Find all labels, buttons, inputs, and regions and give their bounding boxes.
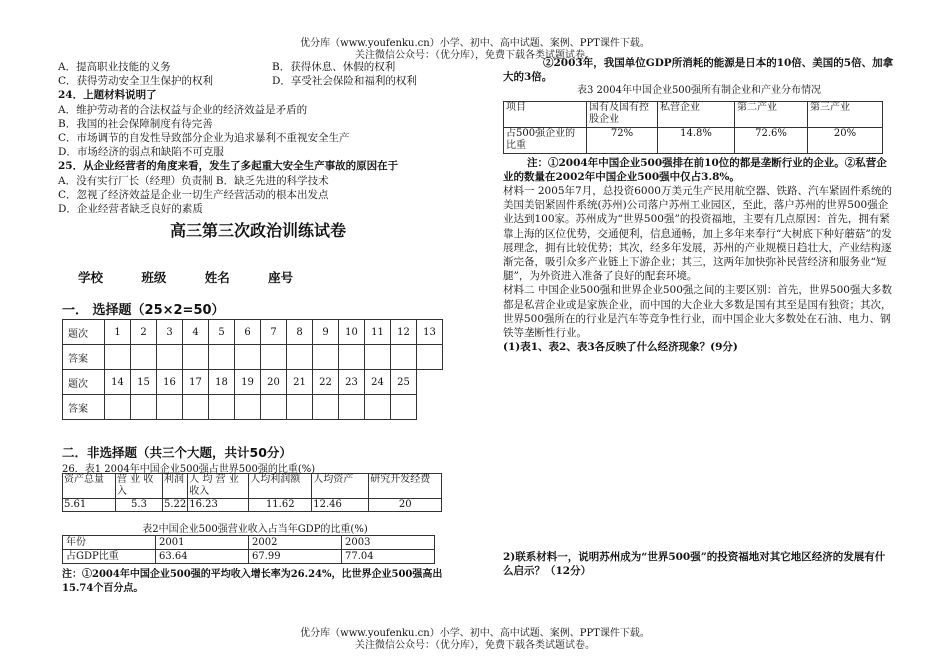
- table-1-value: 5.22: [164, 499, 187, 510]
- q-num: 5: [209, 320, 235, 345]
- q25-option-c: C．忽视了经济效益是企业一切生产经营活动的根本出发点: [58, 188, 329, 201]
- q-num: 7: [261, 320, 287, 345]
- table-1-caption: 26．表1 2004年中国企业500强占世界500强的比重(%): [62, 464, 316, 475]
- q-num: 3: [157, 320, 183, 345]
- row-label-answer: 答案: [63, 345, 105, 370]
- table-1-header: 人均利润额: [249, 474, 312, 499]
- table-2-cell: 2002: [249, 536, 342, 550]
- table-3-value: 14.8%: [658, 127, 735, 153]
- answer-cell[interactable]: [417, 345, 443, 370]
- answer-cell[interactable]: [339, 345, 365, 370]
- q-num: 17: [183, 370, 209, 395]
- table-3-header: 私营企业: [658, 101, 735, 127]
- options-row-ab: [58, 60, 458, 74]
- answer-cell[interactable]: [157, 345, 183, 370]
- answer-grid-number-row-2: [63, 370, 443, 395]
- material-1: 材料一 2005年7月，总投资6000万美元生产民用航空器、铁路、汽车紧固件系统的美国美铝紧固件系统(苏州)公司落户苏州工业园区，至此，落户苏州的世界500强企业达到100家。苏州成为“世界500强”的投资福地，主要有几点原因：首先，拥有紧靠上海的区位优势，交通便利，信息通畅，加上多年来奉行“大树底下种好蘑菇”的发展理念，拥有比较优势；其次，经多年发展，苏州的产业规模日趋壮大，产业结构逐渐完备，吸引众多产业链上下游企业；其三，这两年加快弥补民营经济和服务业“短腿”，为外资进入准备了良好的配套环境。: [503, 185, 892, 283]
- table-3-header: 国有及国有控股企业: [587, 101, 658, 127]
- q-num: 4: [183, 320, 209, 345]
- table-1-header: 研究开发经费: [369, 474, 442, 499]
- table-3-caption: 表3 2004年中国企业500强所有制企业和产业分布情况: [576, 85, 822, 97]
- table-2-cell: 占GDP比重: [63, 550, 156, 564]
- answer-cell[interactable]: [105, 345, 131, 370]
- q-num: 21: [287, 370, 313, 395]
- q-num: 15: [131, 370, 157, 395]
- q-num: 25: [391, 370, 417, 395]
- section-1-heading: 一． 选择题（25×2=50）: [62, 303, 225, 318]
- table-3: [503, 101, 883, 154]
- answer-cell[interactable]: [131, 395, 157, 420]
- option-d: D．享受社会保险和福利的权利: [272, 75, 417, 88]
- header-line-1: 优分库（www.youfenku.cn）小学、初中、高中试题、案例、PPT课件下载。: [300, 38, 650, 49]
- answer-cell[interactable]: [365, 395, 391, 420]
- table-2-cell: 63.64: [156, 550, 249, 564]
- row-label-question: 题次: [63, 370, 105, 395]
- table-3-header: 第三产业: [808, 101, 883, 127]
- footer-line-1: 优分库（www.youfenku.cn）小学、初中、高中试题、案例、PPT课件下载。: [300, 628, 650, 639]
- table-2: [62, 535, 435, 564]
- page-footer: [0, 628, 950, 652]
- option-c: C．获得劳动安全卫生保护的权利: [58, 75, 214, 88]
- table-1-header: 人 均 营 业 收入: [188, 474, 249, 499]
- q-num: 2: [131, 320, 157, 345]
- table-1-header: 营 业 收入: [116, 474, 163, 499]
- header-line-2: 关注微信公众号：（优分库），免费下载各类试题试卷。: [355, 50, 595, 61]
- table-1-header: 资产总量: [63, 474, 116, 499]
- answer-cell[interactable]: [235, 395, 261, 420]
- exam-title: 高三第三次政治训练试卷: [169, 221, 346, 240]
- answer-cell[interactable]: [261, 395, 287, 420]
- section-2-heading: 二．非选择题（共三个大题，共计50分）: [62, 445, 292, 460]
- q-num: 11: [365, 320, 391, 345]
- q-num: 1: [105, 320, 131, 345]
- table-3-value-row: [504, 127, 883, 153]
- answer-cell[interactable]: [105, 395, 131, 420]
- answer-cell[interactable]: [339, 395, 365, 420]
- student-info-line: [78, 268, 327, 286]
- q-num: 12: [391, 320, 417, 345]
- answer-grid-answer-row-1: [63, 345, 443, 370]
- q-num: 19: [235, 370, 261, 395]
- options-row-cd: [58, 74, 458, 88]
- q-num: 18: [209, 370, 235, 395]
- q-num: 24: [365, 370, 391, 395]
- q24-option-a: A．维护劳动者的合法权益与企业的经济效益是矛盾的: [58, 103, 308, 116]
- q-num: 13: [417, 320, 443, 345]
- answer-cell[interactable]: [209, 395, 235, 420]
- answer-cell[interactable]: [313, 395, 339, 420]
- material-2: 材料二 中国企业500强和世界企业500强之间的主要区别：首先，世界500强大多数都是私营企业或是家族企业，而中国的大企业大多数是国有其至是国有独资；其次，世界500强所在的行业是汽车等竞争性行业，而中国企业大多数处在石油、电力、钢铁等垄断性行业。: [503, 284, 892, 340]
- q-num: 6: [235, 320, 261, 345]
- answer-cell[interactable]: [235, 345, 261, 370]
- table-1-value-row: [63, 499, 442, 512]
- table-3-header: 项目: [504, 101, 587, 127]
- q-num: 16: [157, 370, 183, 395]
- answer-cell[interactable]: [287, 395, 313, 420]
- table-2-cell: 67.99: [249, 550, 342, 564]
- q-num: 23: [339, 370, 365, 395]
- q-num: 8: [287, 320, 313, 345]
- right-column: [503, 56, 895, 354]
- seat-label: 座号: [268, 270, 294, 285]
- q24-option-d: D．市场经济的弱点和缺陷不可克服: [58, 146, 224, 159]
- table-3-value: 20%: [808, 127, 883, 153]
- answer-cell[interactable]: [261, 345, 287, 370]
- question-26-2: 2)联系材料一，说明苏州成为“世界500强”的投资福地对其它地区经济的发展有什么启示？（12分）: [503, 551, 886, 577]
- table-1-value: 20: [369, 499, 442, 512]
- option-a: A．提高职业技能的义务: [58, 61, 171, 73]
- q25-option-ab: A．没有实行厂长（经理）负责制 B．缺乏先进的科学技术: [58, 174, 329, 187]
- q-num: 20: [261, 370, 287, 395]
- table-2-cell: 2003: [342, 536, 435, 550]
- answer-cell[interactable]: [391, 345, 417, 370]
- table-2-cell: 年份: [63, 536, 156, 550]
- question-25: 25．从企业经营者的角度来看，发生了多起重大安全生产事故的原因在于: [58, 160, 399, 173]
- answer-cell[interactable]: [365, 345, 391, 370]
- table-3-value: 占500强企业的比重: [504, 127, 587, 153]
- answer-cell[interactable]: [157, 395, 183, 420]
- note-1: 注：①2004年中国企业500强的平均收入增长率为26.24%，比世界企业500强高出15.74个百分点。: [62, 569, 443, 594]
- name-label: 姓名: [204, 270, 230, 285]
- table-1-value: 16.23: [188, 499, 249, 512]
- q-num: 9: [313, 320, 339, 345]
- table-1: [62, 473, 442, 512]
- q24-option-b: B．我国的社会保障制度有待完善: [58, 117, 213, 130]
- table-1-header: 人均资产: [312, 474, 369, 499]
- answer-cell[interactable]: [183, 395, 209, 420]
- table-1-value: 12.46: [312, 499, 369, 512]
- table-3-value: 72.6%: [735, 127, 808, 153]
- class-label: 班级: [141, 270, 167, 285]
- table-1-value: 5.3: [116, 499, 163, 512]
- question-24: 24．上题材料说明了: [58, 89, 157, 102]
- answer-grid-answer-row-2: [63, 395, 443, 420]
- q25-option-d: D．企业经营者缺乏良好的素质: [58, 203, 203, 216]
- table-1-header-row: [63, 474, 442, 499]
- table-1-header: 利润: [163, 474, 188, 499]
- table-3-header-row: [504, 101, 883, 127]
- footer-line-2: 关注微信公众号：（优分库），免费下载各类试题试卷。: [355, 640, 595, 651]
- note-3: 注：①2004年中国企业500强排在前10位的都是垄断行业的企业。②私营企业的数量在2002年中国企业500强中仅占3.8%。: [503, 156, 887, 183]
- table-2-row-1: [63, 536, 435, 550]
- q-num: 22: [313, 370, 339, 395]
- table-2-cell: 2001: [156, 536, 249, 550]
- school-label: 学校: [78, 270, 104, 285]
- answer-cell[interactable]: [287, 345, 313, 370]
- q-num: 14: [105, 370, 131, 395]
- answer-cell[interactable]: [313, 345, 339, 370]
- table-2-cell: 77.04: [342, 550, 435, 564]
- answer-cell[interactable]: [209, 345, 235, 370]
- table-1-value: 5.61: [63, 499, 116, 512]
- answer-grid: [62, 319, 443, 420]
- row-label-question: 题次: [63, 320, 105, 345]
- answer-grid-number-row-1: [63, 320, 443, 345]
- note-2: ②2003年，我国单位GDP所消耗的能源是日本的10倍、美国的5倍、加拿大的3倍。: [503, 57, 894, 84]
- answer-cell[interactable]: [131, 345, 157, 370]
- table-2-row-2: [63, 550, 435, 564]
- option-b: B．获得休息、休假的权利: [272, 61, 396, 73]
- q-num: 10: [339, 320, 365, 345]
- q24-option-c: C．市场调节的自发性导致部分企业为追求暴利不重视安全生产: [58, 132, 350, 145]
- question-26-1: (1)表1、表2、表3各反映了什么经济现象？(9分): [503, 341, 738, 354]
- table-1-value: 11.62: [249, 499, 312, 512]
- row-label-answer: 答案: [63, 395, 105, 420]
- left-column-questions: [58, 60, 458, 216]
- answer-cell[interactable]: [391, 395, 417, 420]
- answer-cell[interactable]: [183, 345, 209, 370]
- table-2-caption: 表2中国企业500强营业收入占当年GDP的比重(%): [142, 524, 368, 535]
- table-3-value: 72%: [587, 127, 658, 153]
- table-3-header: 第二产业: [735, 101, 808, 127]
